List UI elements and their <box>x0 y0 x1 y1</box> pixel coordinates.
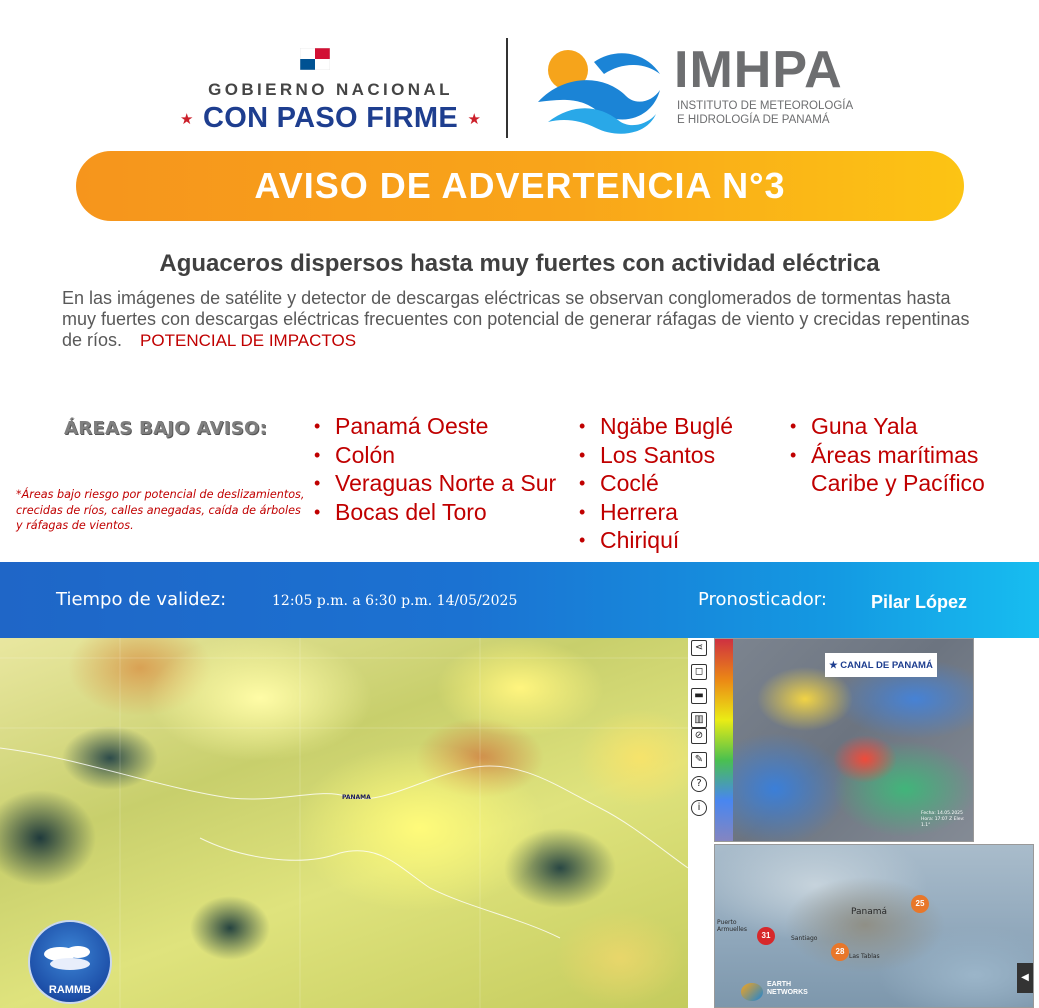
share-icon[interactable]: ⋖ <box>691 640 707 656</box>
radar-image <box>714 638 974 842</box>
area-item: • Guna Yala <box>790 412 1030 441</box>
map-place-label: Las Tablas <box>849 953 880 960</box>
header-divider <box>506 38 508 138</box>
area-item: • Ngäbe Buglé <box>579 412 779 441</box>
strike-count-badge[interactable]: 28 <box>831 943 849 961</box>
forecaster-label: Pronosticador: <box>698 589 827 610</box>
map-place-label: Santiago <box>791 935 818 942</box>
panama-flag-icon <box>300 48 330 70</box>
chart-icon[interactable]: ▥ <box>691 712 707 728</box>
area-item: • Herrera <box>579 498 779 527</box>
canal-panama-logo: ★ CANAL DE PANAMÁ <box>825 653 937 677</box>
crop-icon[interactable]: ◻ <box>691 664 707 680</box>
org-subtitle-line2: E HIDROLOGÍA DE PANAMÁ <box>677 114 830 126</box>
areas-list-col3 <box>790 412 1030 498</box>
collapse-arrow-icon[interactable]: ◀ <box>1017 963 1033 993</box>
ramm-logo <box>28 920 112 1004</box>
warning-headline: Aguaceros dispersos hasta muy fuertes con actividad eléctrica <box>159 250 880 277</box>
areas-list-col2 <box>579 412 779 555</box>
impact-link[interactable]: POTENCIAL DE IMPACTOS <box>140 331 357 350</box>
strike-count-badge[interactable]: 25 <box>911 895 929 913</box>
map-place-label: Puerto Armuelles <box>717 919 747 933</box>
gov-slogan: CON PASO FIRME <box>202 102 458 134</box>
info-icon[interactable]: i <box>691 800 707 816</box>
map-place-label: Panamá <box>851 907 888 917</box>
risk-note: *Áreas bajo riesgo por potencial de deslizamientos, crecidas de ríos, calles anegadas, caída de árboles y ráfagas de vientos. <box>16 488 305 532</box>
warning-description <box>62 288 972 351</box>
earth-networks-logo <box>739 981 829 1005</box>
warning-title: AVISO DE ADVERTENCIA N°3 <box>254 165 786 206</box>
area-item: • Colón <box>314 441 564 470</box>
description-text: En las imágenes de satélite y detector de descargas eléctricas se observan conglomerados de tormentas hasta muy fuertes con descargas eléctricas frecuentes con potencial de generar ráfagas de viento y crecidas repentinas de ríos. <box>62 288 970 350</box>
earth-networks-icon <box>741 983 763 1001</box>
help-icon[interactable]: ? <box>691 776 707 792</box>
pencil-icon[interactable]: ✎ <box>691 752 707 768</box>
earth-networks-label: EARTH NETWORKS <box>767 981 808 996</box>
areas-label: ÁREAS BAJO AVISO: <box>64 418 268 439</box>
area-item: • Los Santos <box>579 441 779 470</box>
strike-count-badge[interactable]: 31 <box>757 927 775 945</box>
ban-icon[interactable]: ⊘ <box>691 728 707 744</box>
validity-bar <box>0 562 1039 638</box>
image-toolbar <box>688 638 710 826</box>
gobierno-nacional-logo <box>178 44 483 139</box>
validity-label: Tiempo de validez: <box>56 589 227 610</box>
imhpa-wave-logo-icon <box>534 44 662 134</box>
radar-metadata: Fecha: 14.05.2025 Hora: 17:07 Z Elev: 1.1° <box>921 811 965 828</box>
warning-banner <box>76 151 964 221</box>
area-item: • Panamá Oeste <box>314 412 564 441</box>
radar-color-scale <box>715 639 733 841</box>
blank-panel <box>976 638 1039 844</box>
area-item: • Bocas del Toro <box>314 498 564 527</box>
org-name: IMHPA <box>674 41 843 99</box>
star-icon: ★ <box>180 110 194 128</box>
map-place-label: PANAMA <box>342 794 371 801</box>
area-item: • Veraguas Norte a Sur <box>314 469 564 498</box>
forecaster-name: Pilar López <box>871 592 968 612</box>
area-item: • Coclé <box>579 469 779 498</box>
org-subtitle-line1: INSTITUTO DE METEOROLOGÍA <box>677 100 854 112</box>
lightning-map <box>714 844 1034 1008</box>
cloud-icon <box>30 934 110 984</box>
areas-list-col1 <box>314 412 564 526</box>
star-icon: ★ <box>467 110 481 128</box>
org-subtitle <box>677 99 853 127</box>
folder-icon[interactable]: ▬ <box>691 688 707 704</box>
satellite-image <box>0 638 688 1008</box>
validity-value: 12:05 p.m. a 6:30 p.m. 14/05/2025 <box>272 593 518 609</box>
gov-name: GOBIERNO NACIONAL <box>208 80 453 99</box>
ramm-credit: RAMMB <box>48 984 92 996</box>
area-item: • Áreas marítimas Caribe y Pacífico <box>790 441 1030 498</box>
area-item: • Chiriquí <box>579 526 779 555</box>
